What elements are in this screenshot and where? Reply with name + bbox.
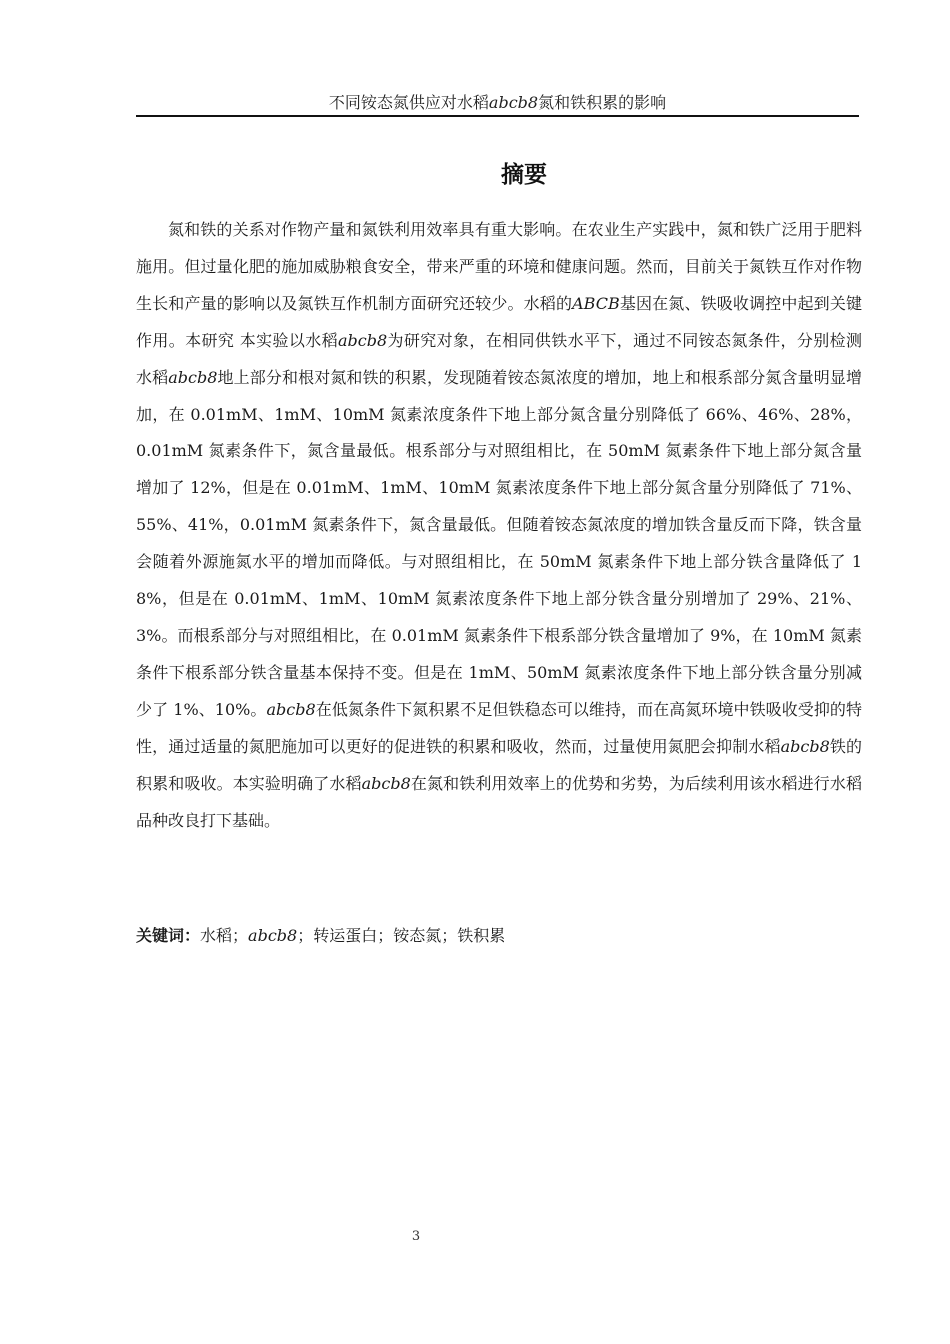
abstract-title: 摘要 xyxy=(501,162,547,188)
abstract-gene-4: abcb8 xyxy=(780,736,830,756)
keywords xyxy=(136,918,862,954)
keyword-gene: abcb8 xyxy=(248,926,298,945)
page-number: 3 xyxy=(411,1229,421,1244)
keywords-label: 关键词： xyxy=(136,926,201,945)
abstract-gene-family: ABCB xyxy=(572,293,620,313)
running-header-text: 不同铵态氮供应对水稻 xyxy=(328,93,489,112)
keyword-rice: 水稻； xyxy=(200,926,249,945)
header-rule xyxy=(136,115,859,117)
abstract-gene-3: abcb8 xyxy=(266,699,316,719)
abstract-text-4: 地上部分和根对氮和铁的积累，发现随着铵态氮浓度的增加，地上和根系部分氮含量明显增加，在 0.01mM、1mM、10mM 氮素浓度条件下地上部分氮含量分别降低了 66%、46%、28%，0.01mM 氮素条件下，氮含量最低。根系部分与对照组相比，在 50mM 氮素条件下地上部分氮含量增加了 12%，但是在 0.01mM、1mM、10mM 氮素浓度条件下地上部分氮含量分别降低了 71%、55%、41%，0.01mM 氮素条件下，氮含量最低。但随着铵态氮浓度的增加铁含量反而下降，铁含量会随着外源施氮水平的增加而降低。与对照组相比，在 50mM 氮素条件下地上部分铁含量降低了 18%，但是在 0.01mM、1mM、10mM 氮素浓度条件下地上部分铁含量分别增加了 29%、21%、3%。而根系部分与对照组相比，在 0.01mM 氮素条件下根系部分铁含量增加了 9%，在 10mM 氮素条件下根系部分铁含量基本保持不变。但是在 1mM、50mM 氮素浓度条件下地上部分铁含量分别减少了 1%、10%。 xyxy=(136,367,862,719)
abstract-text-6: 铁的积累和吸收。本实验明确了水稻 xyxy=(136,736,862,793)
abstract-gene-2: abcb8 xyxy=(168,367,218,387)
running-header xyxy=(136,92,859,114)
abstract-text-7: 在氮和铁利用效率上的优势和劣势，为后续利用该水稻进行水稻品种改良打下基础。 xyxy=(136,773,862,830)
abstract-text-2: 基因在氮、铁吸收调控中起到关键作用。本研究 本实验以水稻 xyxy=(136,293,862,350)
abstract-text-5: 在低氮条件下氮积累不足但铁稳态可以维持，而在高氮环境中铁吸收受抑的特性，通过适量的氮肥施加可以更好的促进铁的积累和吸收，然而，过量使用氮肥会抑制水稻 xyxy=(136,699,862,756)
abstract-gene-5: abcb8 xyxy=(361,773,411,793)
running-header-text-end: 氮和铁积累的影响 xyxy=(538,93,667,112)
abstract-body xyxy=(136,212,862,839)
abstract-text-1: 氮和铁的关系对作物产量和氮铁利用效率具有重大影响。在农业生产实践中，氮和铁广泛用于肥料施用。但过量化肥的施加威胁粮食安全，带来严重的环境和健康问题。然而，目前关于氮铁互作对作物生长和产量的影响以及氮铁互作机制方面研究还较少。水稻的 xyxy=(136,220,862,313)
keyword-rest: ；转运蛋白；铵态氮；铁积累 xyxy=(297,926,506,945)
abstract-text-3: 为研究对象，在相同供铁水平下，通过不同铵态氮条件，分别检测水稻 xyxy=(136,330,862,387)
running-header-gene: abcb8 xyxy=(488,93,539,112)
abstract-gene-1: abcb8 xyxy=(337,330,388,350)
